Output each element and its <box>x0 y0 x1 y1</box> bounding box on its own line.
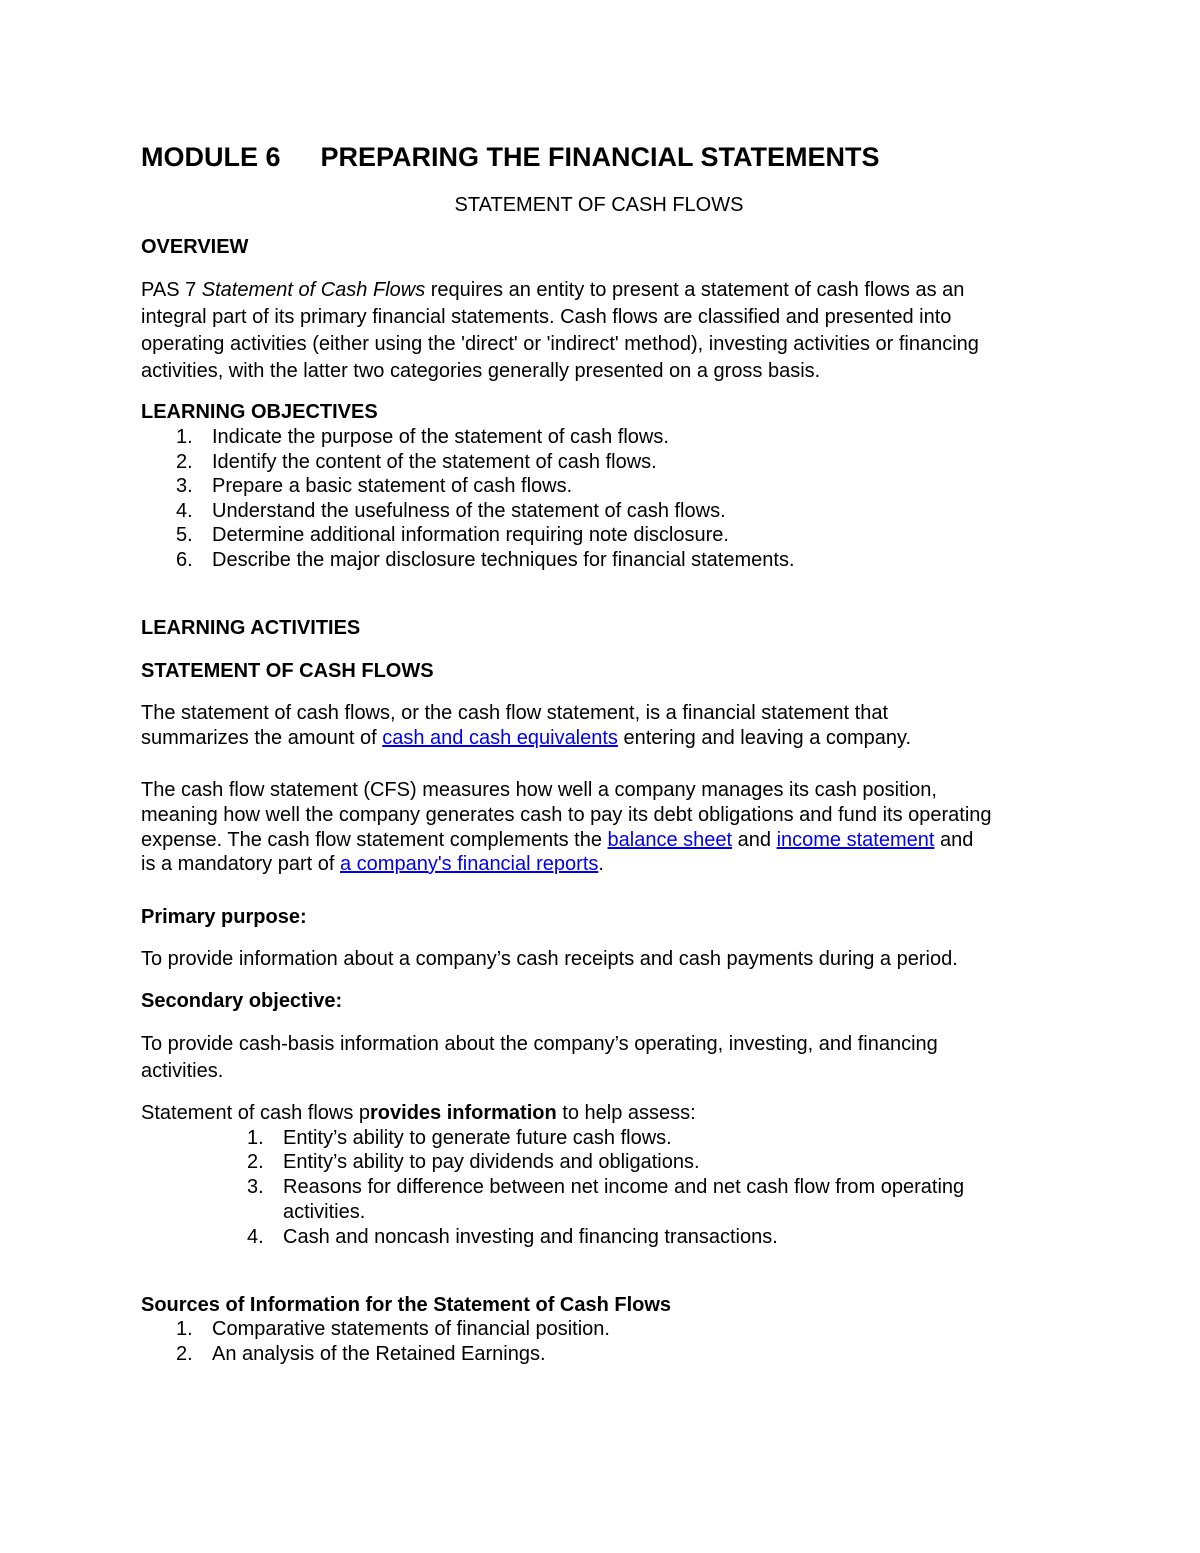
list-item: 4. Cash and noncash investing and financing transactions. <box>247 1226 778 1248</box>
cfs-line-4: is a mandatory part of a company's financial reports. <box>141 853 604 875</box>
list-item: 5. Determine additional information requiring note disclosure. <box>176 524 729 546</box>
overview-line-1: PAS 7 Statement of Cash Flows requires an entity to present a statement of cash flows as an <box>141 279 965 301</box>
document-subtitle: STATEMENT OF CASH FLOWS <box>454 194 744 216</box>
module-title <box>141 141 880 173</box>
definition-line-2: summarizes the amount of cash and cash equivalents entering and leaving a company. <box>141 727 912 749</box>
pas7-title: Statement of Cash Flows <box>201 279 426 301</box>
list-item: 3. Reasons for difference between net income and net cash flow from operating <box>247 1176 965 1198</box>
overview-line-2: integral part of its primary financial statements. Cash flows are classified and presented into <box>141 306 952 328</box>
income-statement-link[interactable]: income statement <box>776 829 935 851</box>
secondary-line-1: To provide cash-basis information about the company’s operating, investing, and financing <box>141 1033 938 1055</box>
module-number: MODULE 6 <box>141 142 281 172</box>
primary-purpose-heading: Primary purpose: <box>141 906 307 928</box>
list-item: 1. Entity’s ability to generate future cash flows. <box>247 1127 672 1149</box>
cfs-line-1: The cash flow statement (CFS) measures how well a company manages its cash position, <box>141 779 937 801</box>
list-item: 2. Identify the content of the statement of cash flows. <box>176 451 657 473</box>
balance-sheet-link[interactable]: balance sheet <box>607 829 733 851</box>
module-title-text: PREPARING THE FINANCIAL STATEMENTS <box>320 142 880 172</box>
list-item: 2. Entity’s ability to pay dividends and obligations. <box>247 1151 700 1173</box>
list-item: 3. Prepare a basic statement of cash flows. <box>176 475 573 497</box>
provides-info-line: Statement of cash flows provides information to help assess: <box>141 1102 696 1124</box>
secondary-line-2: activities. <box>141 1060 224 1082</box>
list-item: 2. An analysis of the Retained Earnings. <box>176 1343 546 1365</box>
activities-heading: LEARNING ACTIVITIES <box>141 617 361 639</box>
overview-line-4: activities, with the latter two categories generally presented on a gross basis. <box>141 360 821 382</box>
list-item-continuation: activities. <box>283 1201 366 1223</box>
list-item: 4. Understand the usefulness of the statement of cash flows. <box>176 500 726 522</box>
cash-flows-subheading: STATEMENT OF CASH FLOWS <box>141 660 434 682</box>
cfs-line-2: meaning how well the company generates cash to pay its debt obligations and fund its operating <box>141 804 992 826</box>
financial-reports-link[interactable]: a company's financial reports <box>339 853 599 875</box>
cash-equivalents-link[interactable]: cash and cash equivalents <box>382 727 618 749</box>
cfs-line-3: expense. The cash flow statement complements the balance sheet and income statement and <box>141 829 974 851</box>
overview-line-3: operating activities (either using the 'direct' or 'indirect' method), investing activities or financing <box>141 333 979 355</box>
secondary-objective-heading: Secondary objective: <box>141 990 343 1012</box>
list-item: 1. Indicate the purpose of the statement of cash flows. <box>176 426 669 448</box>
list-item: 1. Comparative statements of financial position. <box>176 1318 610 1340</box>
sources-heading: Sources of Information for the Statement of Cash Flows <box>141 1294 672 1316</box>
overview-heading: OVERVIEW <box>141 236 249 258</box>
primary-purpose-text: To provide information about a company’s cash receipts and cash payments during a period. <box>141 948 958 970</box>
list-item: 6. Describe the major disclosure techniques for financial statements. <box>176 549 795 571</box>
definition-line-1: The statement of cash flows, or the cash flow statement, is a financial statement that <box>141 702 889 724</box>
objectives-heading: LEARNING OBJECTIVES <box>141 401 378 423</box>
